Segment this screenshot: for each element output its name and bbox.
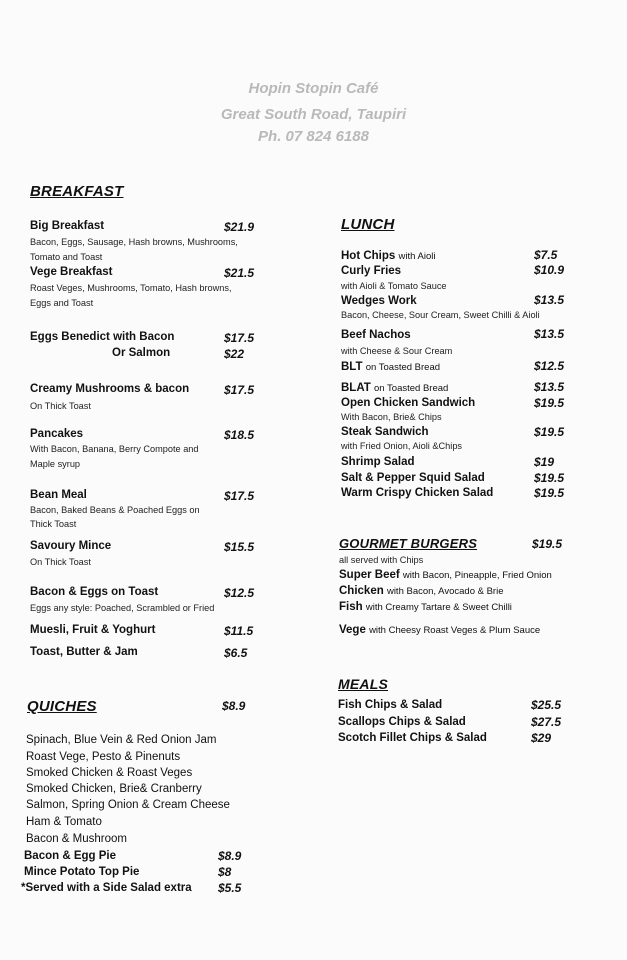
- menu-item-price: $5.5: [218, 881, 242, 895]
- menu-item-name: Muesli, Fruit & Yoghurt: [30, 624, 156, 636]
- menu-item-name: Salt & Pepper Squid Salad: [341, 472, 485, 484]
- menu-item-desc: Maple syrup: [30, 459, 81, 469]
- menu-item-price: $21.5: [224, 266, 255, 280]
- menu-item-desc: On Thick Toast: [30, 401, 91, 411]
- menu-item-name: Bacon & Egg Pie: [24, 850, 117, 862]
- menu-item-price: $6.5: [224, 646, 248, 660]
- burger-name: Chicken: [339, 585, 384, 597]
- menu-item-desc: Tomato and Toast: [30, 252, 103, 262]
- menu-item-desc: With Bacon, Banana, Berry Compote and: [30, 444, 199, 454]
- quiche-item: Smoked Chicken, Brie& Cranberry: [26, 783, 202, 795]
- burgers-note: all served with Chips: [339, 555, 424, 565]
- cafe-address: Great South Road, Taupiri: [220, 106, 407, 123]
- menu-item-desc: with Fried Onion, Aioli &Chips: [341, 441, 463, 451]
- menu-item-name: Warm Crispy Chicken Salad: [341, 487, 494, 499]
- quiche-item: Smoked Chicken & Roast Veges: [26, 767, 193, 779]
- menu-item-desc: Eggs any style: Poached, Scrambled or Fried: [30, 603, 215, 613]
- menu-item-title: BLAT: [341, 382, 371, 394]
- menu-item-price: $17.5: [224, 383, 255, 397]
- burgers-title: GOURMET BURGERS: [339, 536, 478, 551]
- burger-name: Super Beef: [339, 569, 400, 581]
- burger-name: Vege: [339, 624, 366, 636]
- menu-item-name: Shrimp Salad: [341, 456, 415, 468]
- menu-item-name: Bacon & Eggs on Toast: [30, 586, 159, 598]
- menu-item-name: Bean Meal: [30, 489, 87, 501]
- menu-item-name: Pancakes: [30, 428, 84, 440]
- burger-desc: with Creamy Tartare & Sweet Chilli: [365, 602, 512, 613]
- burgers-price: $19.5: [532, 537, 563, 551]
- menu-item-price: $19.5: [534, 486, 565, 500]
- menu-item-price: $17.5: [224, 489, 255, 503]
- menu-item-desc: on Toasted Bread: [374, 383, 449, 394]
- burger-desc: with Bacon, Pineapple, Fried Onion: [402, 570, 552, 581]
- menu-item-desc: Bacon, Eggs, Sausage, Hash browns, Mushrooms,: [30, 237, 238, 247]
- menu-item-price: $17.5: [224, 331, 255, 345]
- menu-item-price: $12.5: [224, 586, 255, 600]
- menu-item-price: $27.5: [531, 715, 562, 729]
- cafe-name: Hopin Stopin Café: [248, 80, 379, 97]
- quiche-item: Salmon, Spring Onion & Cream Cheese: [26, 799, 230, 811]
- menu-item-price: $8.9: [218, 849, 242, 863]
- menu-item-desc: Roast Veges, Mushrooms, Tomato, Hash browns,: [30, 283, 232, 293]
- burger-item: [339, 585, 504, 597]
- menu-item-title: Hot Chips: [341, 250, 396, 262]
- lunch-title: LUNCH: [341, 216, 395, 233]
- menu-item-desc: on Toasted Bread: [365, 362, 441, 373]
- menu-item-price: $8: [218, 865, 232, 879]
- menu-item-price: $29: [531, 731, 552, 745]
- burger-name: Fish: [339, 601, 363, 613]
- menu-item-price: $19.5: [534, 471, 565, 485]
- menu-item-price: $18.5: [224, 428, 255, 442]
- quiche-item: Spinach, Blue Vein & Red Onion Jam: [26, 734, 217, 746]
- breakfast-title: BREAKFAST: [30, 183, 124, 200]
- burger-desc: with Bacon, Avocado & Brie: [386, 586, 504, 597]
- quiche-item: Ham & Tomato: [26, 816, 102, 828]
- menu-item-name: Steak Sandwich: [341, 426, 429, 438]
- menu-item-name: Or Salmon: [112, 347, 171, 359]
- menu-item-price: $25.5: [531, 698, 562, 712]
- menu-item-name: Toast, Butter & Jam: [30, 646, 138, 658]
- menu-item-price: $19: [534, 455, 555, 469]
- menu-item-desc: Thick Toast: [30, 519, 77, 529]
- menu-item-price: $13.5: [534, 380, 565, 394]
- menu-item-name: Creamy Mushrooms & bacon: [30, 383, 190, 395]
- burger-desc: with Cheesy Roast Veges & Plum Sauce: [369, 625, 541, 636]
- menu-item-price: $21.9: [224, 220, 255, 234]
- menu-item-price: $15.5: [224, 540, 255, 554]
- menu-item-desc: Bacon, Baked Beans & Poached Eggs on: [30, 505, 200, 515]
- burger-item: [339, 624, 540, 636]
- menu-item-price: $12.5: [534, 359, 565, 373]
- menu-item-name: Vege Breakfast: [30, 266, 113, 278]
- menu-item-name: Mince Potato Top Pie: [24, 866, 140, 878]
- menu-item-price: $19.5: [534, 396, 565, 410]
- menu-item-name: *Served with a Side Salad extra: [21, 882, 192, 894]
- menu-item-desc: Eggs and Toast: [30, 298, 94, 308]
- quiche-item: Bacon & Mushroom: [26, 833, 127, 845]
- menu-item-price: $10.9: [534, 263, 565, 277]
- menu-item-desc: with Aioli & Tomato Sauce: [341, 281, 447, 291]
- menu-item-price: $11.5: [224, 624, 254, 638]
- menu-item-name: Scallops Chips & Salad: [338, 716, 466, 728]
- quiche-item: Roast Vege, Pesto & Pinenuts: [26, 751, 181, 763]
- menu-item-desc: With Bacon, Brie& Chips: [341, 412, 442, 422]
- menu-item-title: BLT: [341, 361, 363, 373]
- menu-item-desc: On Thick Toast: [30, 557, 91, 567]
- menu-item-desc: Bacon, Cheese, Sour Cream, Sweet Chilli & Aioli: [341, 310, 540, 320]
- menu-item-name: Fish Chips & Salad: [338, 699, 443, 711]
- menu-item-name: Scotch Fillet Chips & Salad: [338, 732, 487, 744]
- meals-title: MEALS: [338, 676, 388, 692]
- menu-item-desc: with Cheese & Sour Cream: [341, 346, 453, 356]
- menu-item-name: Wedges Work: [341, 295, 417, 307]
- menu-item-price: $19.5: [534, 425, 565, 439]
- menu-item-name: Open Chicken Sandwich: [341, 397, 476, 409]
- menu-item-price: $13.5: [534, 327, 565, 341]
- menu-item-name: Beef Nachos: [341, 329, 411, 341]
- cafe-phone: Ph. 07 824 6188: [258, 128, 369, 145]
- menu-item-name: Curly Fries: [341, 265, 402, 277]
- menu-item-name: [341, 361, 440, 373]
- menu-item-name: [341, 382, 448, 394]
- menu-item-price: $7.5: [534, 248, 558, 262]
- menu-item-name: [341, 250, 435, 262]
- burger-item: [339, 569, 552, 581]
- menu-item-name: Big Breakfast: [30, 220, 105, 232]
- menu-item-price: $22: [224, 347, 245, 361]
- menu-item-name: Savoury Mince: [30, 540, 112, 552]
- quiches-price: $8.9: [222, 699, 246, 713]
- burger-item: [339, 601, 512, 613]
- menu-item-name: Eggs Benedict with Bacon: [30, 331, 175, 343]
- quiches-title: QUICHES: [27, 698, 97, 715]
- menu-item-desc: with Aioli: [398, 251, 436, 262]
- menu-item-price: $13.5: [534, 293, 565, 307]
